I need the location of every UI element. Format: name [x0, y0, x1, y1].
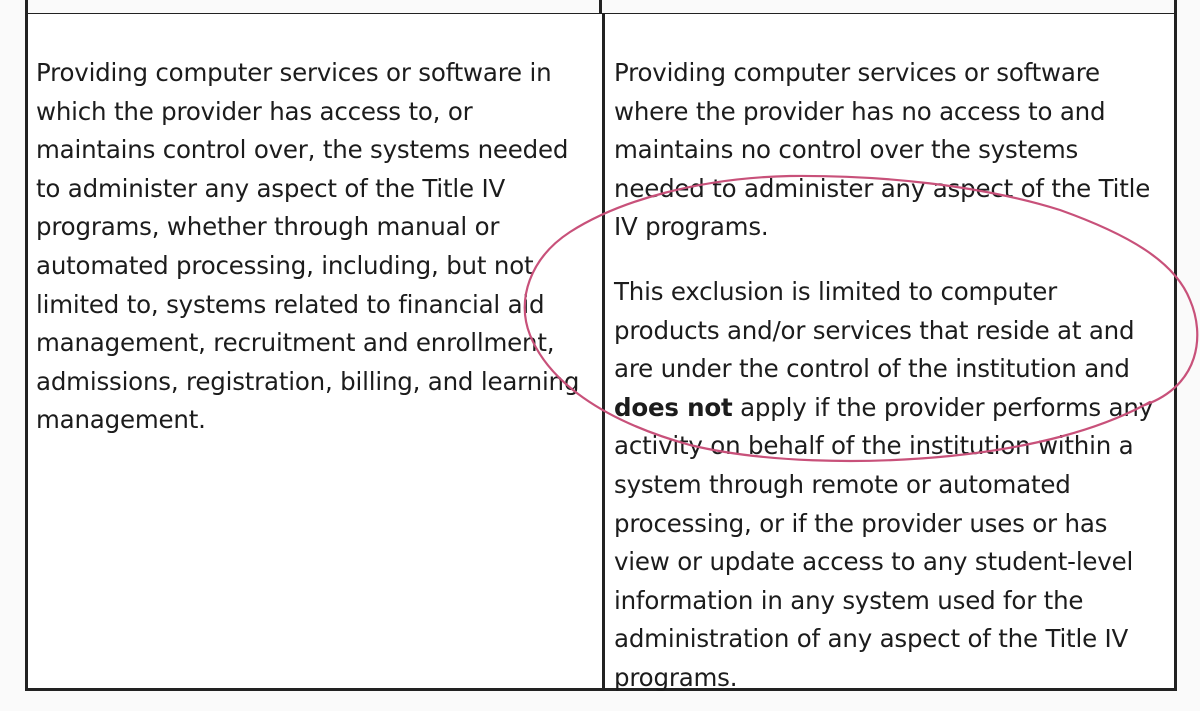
excluded-services-text: Providing computer services or software where the provider has no access to and maintains no control over the systems needed to administer any aspect of the Title IV programs.: [614, 58, 1151, 242]
comparison-table-row: [25, 14, 1177, 691]
table-cell-excluded-services: [602, 14, 1174, 692]
included-services-text: Providing computer services or software in which the provider has access to, or maintains control over, the systems needed to administer any aspect of the Title IV programs, whether through manual or automated processing, including, but not limited to, systems related to financial aid management, recruitment and enrollment, admissions, registration, billing, and learning management.: [36, 58, 580, 435]
exclusion-limitation-text: [614, 273, 1168, 698]
exclusion-text-start: This exclusion is limited to computer products and/or services that reside at and are under the control of the institution and: [614, 276, 1135, 384]
exclusion-text-end: apply if the provider performs any activity on behalf of the institution within a system through remote or automated processing, or if the provider uses or has view or update access to any student-level information in any system used for the administration of any aspect of the Title IV programs.: [614, 392, 1153, 692]
table-cell-included-services: [28, 14, 602, 688]
exclusion-emphasis: does not: [614, 392, 733, 422]
